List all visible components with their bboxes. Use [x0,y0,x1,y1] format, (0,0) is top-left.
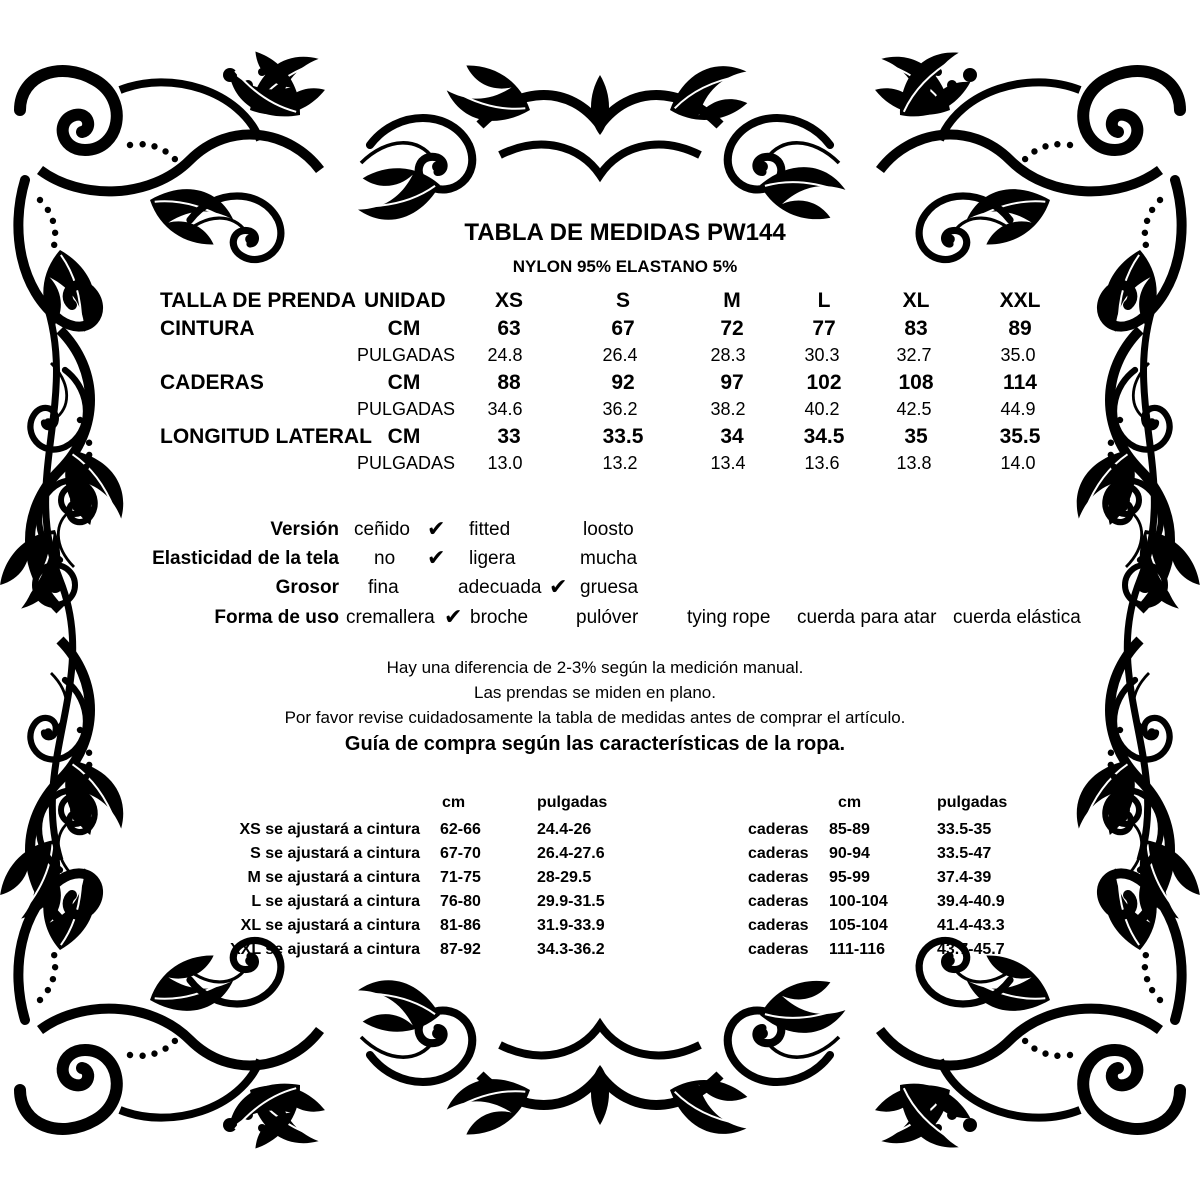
caderas-cm-xs: 88 [497,371,521,394]
attr-option: broche [470,607,529,628]
caderas-in-l: 40.2 [804,399,840,419]
hip-guide-in: 39.4-40.9 [937,893,1005,910]
attr-option: gruesa [580,577,639,598]
note-line: Las prendas se miden en plano. [474,683,716,702]
attr-label-elasticidad: Elasticidad de la tela [152,548,339,569]
hip-guide-row-label: caderas [748,821,809,838]
check-mark-icon: ✔ [444,604,463,629]
waist-guide-row-label: XS se ajustará a cintura [239,821,420,838]
hip-guide-cm: 85-89 [829,821,870,838]
caderas-cm-xl: 108 [898,371,934,394]
hip-guide-in: 37.4-39 [937,869,992,886]
hip-guide-cm: 90-94 [829,845,870,862]
unit-header-label: UNIDAD [364,289,446,312]
unit-pulgadas: PULGADAS [357,453,456,473]
page-subtitle: NYLON 95% ELASTANO 5% [512,257,738,276]
longitud-in-l: 13.6 [804,453,840,473]
attr-option: cuerda elástica [953,607,1081,628]
attr-option: pulóver [576,607,639,628]
attr-option: ligera [469,548,516,569]
hip-guide-row-label: caderas [748,869,809,886]
row-label-cintura: CINTURA [160,317,255,340]
waist-guide-in: 29.9-31.5 [537,893,605,910]
cintura-in-xs: 24.8 [487,345,523,365]
longitud-in-xxl: 14.0 [1000,453,1036,473]
unit-cm: CM [387,317,421,340]
hip-guide-header-cm: cm [838,794,862,811]
caderas-cm-l: 102 [806,371,842,394]
cintura-cm-xl: 83 [904,317,928,340]
waist-guide-in: 34.3-36.2 [537,941,605,958]
check-mark-icon: ✔ [549,574,568,599]
size-header-xxl: XXL [999,289,1041,312]
hip-guide-in: 33.5-35 [937,821,992,838]
waist-guide-header-cm: cm [442,794,466,811]
waist-guide-in: 31.9-33.9 [537,917,605,934]
waist-guide-in: 28-29.5 [537,869,592,886]
cintura-cm-s: 67 [611,317,635,340]
hip-guide-row-label: caderas [748,917,809,934]
attr-option: mucha [580,548,638,569]
longitud-in-xs: 13.0 [487,453,523,473]
caderas-cm-xxl: 114 [1003,371,1037,394]
caderas-in-xs: 34.6 [487,399,523,419]
hip-guide-header-in: pulgadas [937,794,1008,811]
row-label-caderas: CADERAS [160,371,264,394]
size-header-m: M [723,289,741,312]
cintura-in-s: 26.4 [602,345,638,365]
note-line: Hay una diferencia de 2-3% según la medición manual. [386,658,804,677]
caderas-in-s: 36.2 [602,399,638,419]
hip-guide-row-label: caderas [748,941,809,958]
waist-guide-cm: 81-86 [440,917,481,934]
size-header-xs: XS [494,289,524,312]
hip-guide-in: 41.4-43.3 [937,917,1005,934]
size-header-l: L [817,289,831,312]
waist-guide-header-in: pulgadas [537,794,608,811]
unit-pulgadas: PULGADAS [357,399,456,419]
attr-option: ceñido [354,519,410,540]
hip-guide-cm: 111-116 [829,941,886,958]
hip-guide-row-label: caderas [748,845,809,862]
waist-guide-in: 24.4-26 [537,821,592,838]
caderas-in-xl: 42.5 [896,399,932,419]
waist-guide-cm: 62-66 [440,821,481,838]
size-header-label: TALLA DE PRENDA [160,289,356,312]
longitud-cm-xxl: 35.5 [999,425,1041,448]
caderas-cm-s: 92 [611,371,635,394]
waist-guide-row-label: M se ajustará a cintura [247,869,420,886]
waist-guide-row-label: XXL se ajustará a cintura [229,941,420,958]
longitud-cm-l: 34.5 [803,425,845,448]
size-header-xl: XL [902,289,930,312]
attr-label-version: Versión [270,519,339,540]
hip-guide-cm: 105-104 [829,917,888,934]
hip-guide-row-label: caderas [748,893,809,910]
cintura-cm-xs: 63 [497,317,521,340]
attr-option: fina [368,577,399,598]
waist-guide-row-label: L se ajustará a cintura [251,893,420,910]
attr-option: cremallera [346,607,435,628]
waist-guide-in: 26.4-27.6 [537,845,605,862]
cintura-in-m: 28.3 [710,345,746,365]
waist-guide-cm: 67-70 [440,845,481,862]
caderas-cm-m: 97 [720,371,744,394]
attr-option: cuerda para atar [797,607,937,628]
page-title: TABLA DE MEDIDAS PW144 [464,219,786,246]
size-header-s: S [615,289,631,312]
check-mark-icon: ✔ [427,516,446,541]
waist-guide-cm: 71-75 [440,869,481,886]
waist-guide-row-label: S se ajustará a cintura [250,845,420,862]
cintura-cm-m: 72 [720,317,744,340]
waist-guide-cm: 87-92 [440,941,481,958]
row-label-longitud-lateral: LONGITUD LATERAL [160,425,372,448]
caderas-in-m: 38.2 [710,399,746,419]
waist-guide-cm: 76-80 [440,893,481,910]
hip-guide-cm: 95-99 [829,869,870,886]
attr-option: no [374,548,396,569]
cintura-in-l: 30.3 [804,345,840,365]
longitud-cm-m: 34 [720,425,744,448]
longitud-cm-xs: 33 [497,425,521,448]
attr-option: fitted [469,519,511,540]
cintura-cm-xxl: 89 [1008,317,1032,340]
cintura-in-xl: 32.7 [896,345,932,365]
longitud-cm-s: 33.5 [602,425,644,448]
caderas-in-xxl: 44.9 [1000,399,1036,419]
waist-guide-row-label: XL se ajustará a cintura [240,917,420,934]
longitud-in-s: 13.2 [602,453,638,473]
hip-guide-in: 43.7-45.7 [937,941,1005,958]
longitud-in-m: 13.4 [710,453,746,473]
longitud-cm-xl: 35 [904,425,928,448]
guide-title: Guía de compra según las características de la ropa. [344,733,846,755]
unit-cm: CM [387,425,421,448]
unit-pulgadas: PULGADAS [357,345,456,365]
attr-option: tying rope [687,607,771,628]
check-mark-icon: ✔ [427,545,446,570]
attr-option: loosto [583,519,634,540]
attr-label-grosor: Grosor [275,577,339,598]
longitud-in-xl: 13.8 [896,453,932,473]
attr-label-forma-de-uso: Forma de uso [214,607,339,628]
unit-cm: CM [387,371,421,394]
hip-guide-cm: 100-104 [829,893,888,910]
hip-guide-in: 33.5-47 [937,845,992,862]
cintura-in-xxl: 35.0 [1000,345,1036,365]
note-line: Por favor revise cuidadosamente la tabla de medidas antes de comprar el artículo. [284,708,906,727]
cintura-cm-l: 77 [812,317,836,340]
attr-option: adecuada [458,577,542,598]
